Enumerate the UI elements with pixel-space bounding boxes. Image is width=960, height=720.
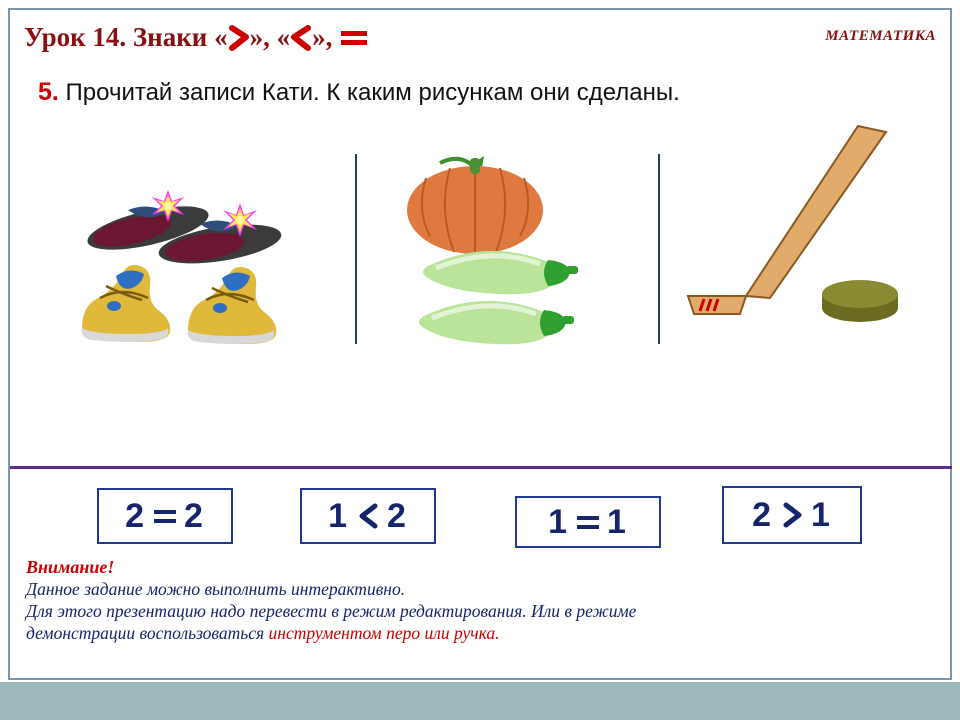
answer-box-3[interactable] xyxy=(515,496,661,548)
equals-icon xyxy=(339,26,369,50)
hockey-group xyxy=(680,118,930,338)
subject-label: МАТЕМАТИКА xyxy=(825,28,936,44)
equals-icon xyxy=(575,507,601,537)
attention-line-2: Для этого презентацию надо перевести в режим редактирования. Или в режиме xyxy=(26,601,637,621)
attention-line-3 xyxy=(26,622,936,644)
answer-box-4[interactable] xyxy=(722,486,862,544)
lesson-title-mid1: », « xyxy=(249,22,291,52)
zucchini-top xyxy=(423,251,578,294)
answer-box-2[interactable] xyxy=(300,488,436,544)
answer-2-left: 1 xyxy=(328,496,349,535)
answer-4-left: 2 xyxy=(752,495,773,534)
section-divider xyxy=(10,466,952,469)
less-than-icon xyxy=(355,501,381,531)
answer-1-left: 2 xyxy=(125,496,146,535)
pumpkin xyxy=(407,156,543,254)
attention-line-3-text: демонстрации воспользоваться xyxy=(26,623,269,643)
answer-4-right: 1 xyxy=(811,495,832,534)
shoe-left xyxy=(82,265,171,342)
answer-3-right: 1 xyxy=(607,502,628,541)
answer-2-right: 2 xyxy=(387,496,408,535)
lesson-title-prefix: Урок 14. Знаки « xyxy=(24,22,228,52)
equals-icon xyxy=(152,501,178,531)
footer-bar xyxy=(0,682,960,720)
divider-2 xyxy=(658,154,660,344)
lesson-title xyxy=(24,22,369,53)
shoes-group xyxy=(70,158,320,358)
attention-block xyxy=(26,556,936,644)
answers-area xyxy=(0,486,960,556)
less-than-icon xyxy=(290,25,312,51)
attention-line-3-highlight: инструментом перо или ручка. xyxy=(268,623,500,643)
pictures-area xyxy=(20,118,940,458)
hockey-puck xyxy=(822,280,898,322)
task-line xyxy=(38,78,680,107)
lesson-title-mid2: », xyxy=(312,22,333,52)
attention-title: Внимание! xyxy=(26,557,115,577)
answer-3-left: 1 xyxy=(548,502,569,541)
answer-box-1[interactable] xyxy=(97,488,233,544)
divider-1 xyxy=(355,154,357,344)
greater-than-icon xyxy=(779,500,805,530)
zucchini-bottom xyxy=(419,301,574,344)
answer-1-right: 2 xyxy=(184,496,205,535)
header xyxy=(24,22,936,66)
greater-than-icon xyxy=(228,25,250,51)
task-number: 5. xyxy=(38,78,59,106)
attention-line-1: Данное задание можно выполнить интерактивно. xyxy=(26,579,406,599)
vegetables-group xyxy=(400,148,630,358)
task-text: Прочитай записи Кати. К каким рисункам они сделаны. xyxy=(65,79,680,106)
shoe-right xyxy=(188,267,277,344)
